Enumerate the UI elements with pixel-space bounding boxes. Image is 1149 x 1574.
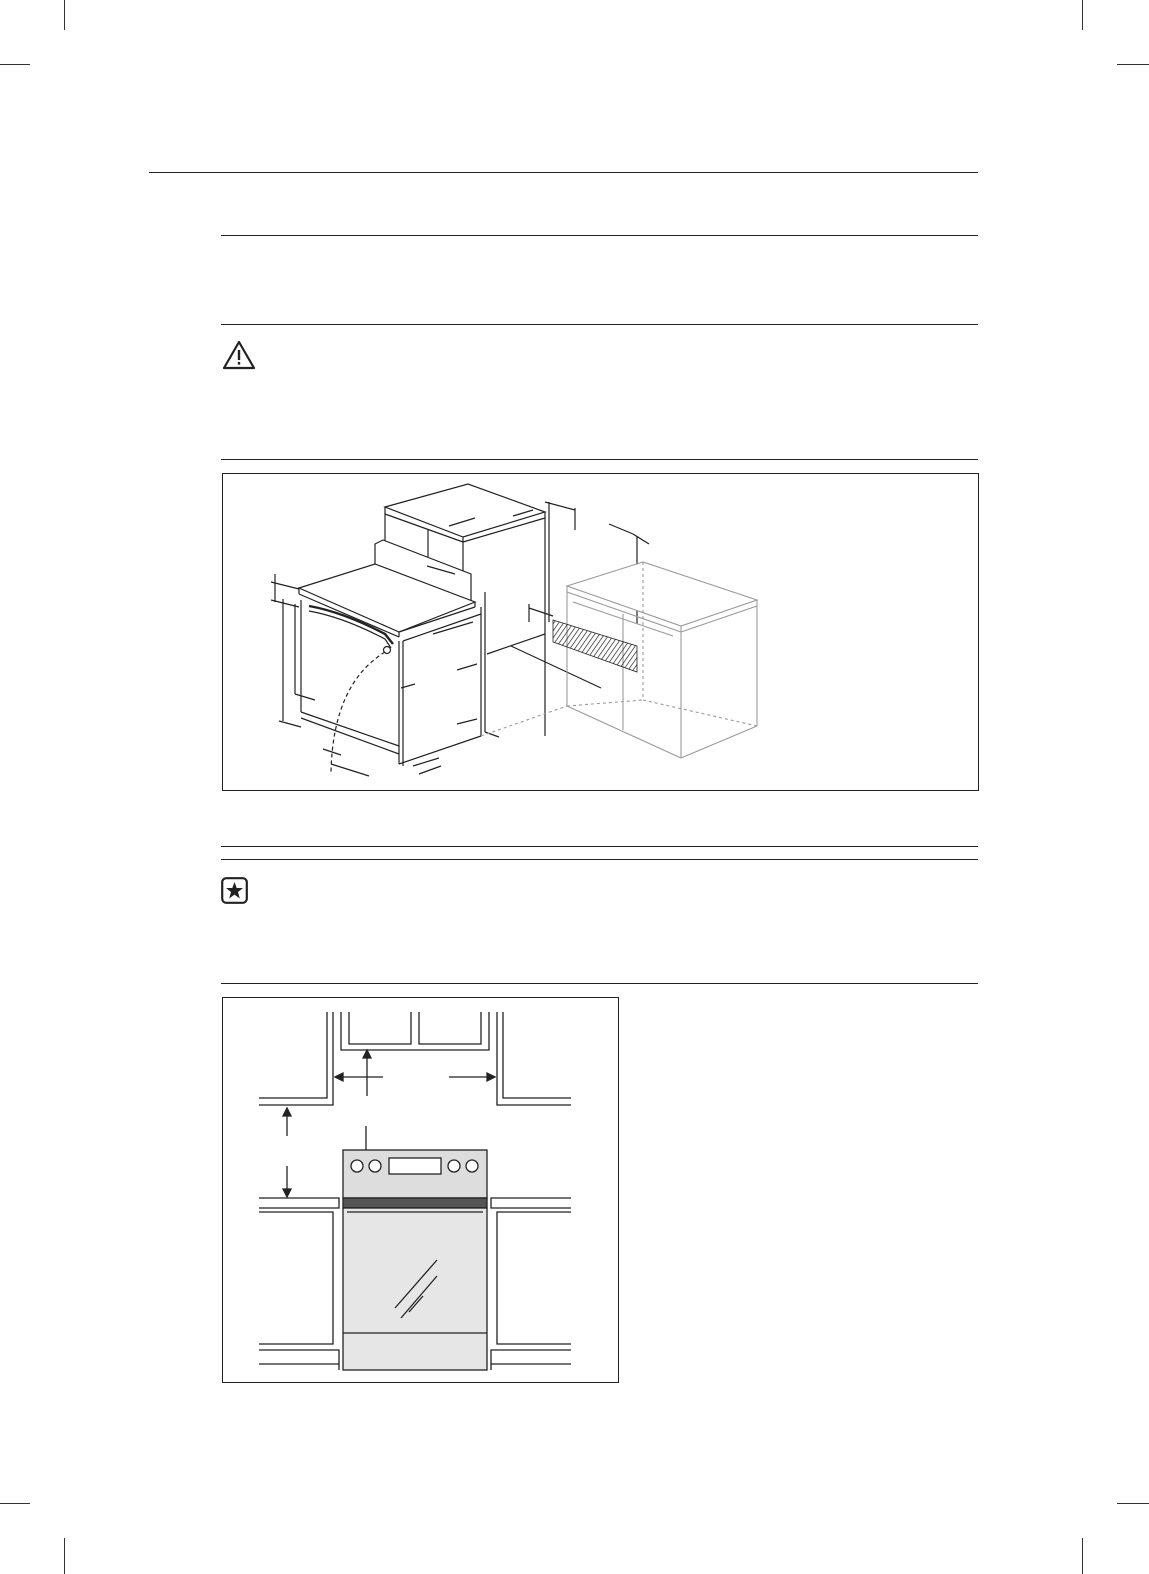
crop-mark-top-left-horizontal [0,64,30,65]
star-note-icon [221,877,248,904]
section-rule-1 [221,235,978,236]
crop-mark-bottom-right-horizontal [1117,1503,1149,1504]
header-rule [149,172,978,173]
section-rule-3 [221,459,978,460]
section-rule-4 [221,846,978,847]
crop-mark-top-left-vertical [64,0,65,30]
installation-clearance-isometric-figure [222,473,979,791]
warning-triangle-icon [222,340,256,370]
section-rule-2 [221,324,978,325]
crop-mark-bottom-left-vertical [64,1538,65,1574]
crop-mark-top-right-vertical [1082,0,1083,30]
crop-mark-top-right-horizontal [1117,64,1149,65]
range-front-view-drawing [223,998,618,1382]
installation-front-view-figure [222,997,619,1383]
section-rule-6 [221,983,978,984]
crop-mark-bottom-left-horizontal [0,1503,30,1504]
range-cabinet-isometric-drawing [223,474,978,790]
crop-mark-bottom-right-vertical [1082,1538,1083,1574]
section-rule-5 [221,859,978,860]
